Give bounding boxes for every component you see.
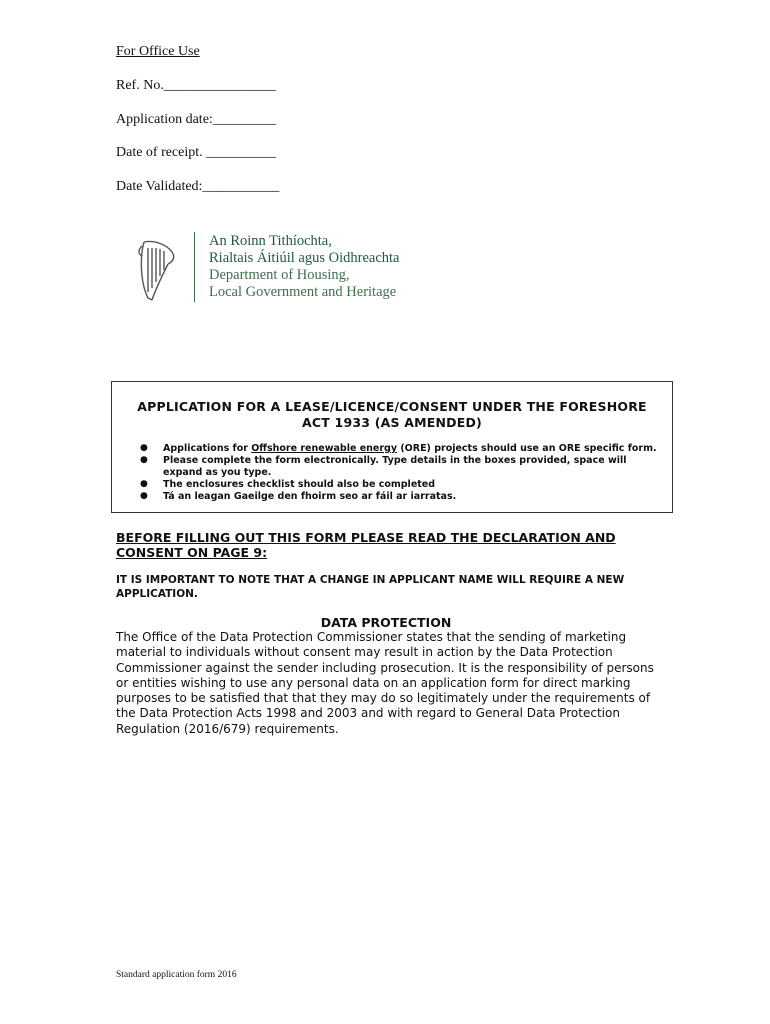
- bullet1-pre: Applications for: [163, 443, 252, 454]
- ref-no-field: Ref. No.________________: [116, 78, 276, 93]
- office-use-title: For Office Use: [116, 44, 200, 59]
- list-item: [138, 455, 662, 478]
- logo-divider: [194, 232, 195, 302]
- date-of-receipt-field: Date of receipt. __________: [116, 145, 277, 160]
- list-item: [138, 491, 662, 503]
- department-logo: [138, 230, 458, 310]
- application-title: APPLICATION FOR A LEASE/LICENCE/CONSENT UNDER THE FORESHORE ACT 1933 (AS AMENDED): [137, 399, 647, 430]
- harp-icon: [138, 236, 178, 304]
- ore-link[interactable]: Offshore renewable energy: [251, 443, 398, 454]
- applicant-name-notice: IT IS IMPORTANT TO NOTE THAT A CHANGE IN APPLICANT NAME WILL REQUIRE A NEW APPLICATION.: [116, 574, 625, 600]
- bullet2-text: Please complete the form electronically. Type details in the boxes provided, space will expand as you type.: [163, 455, 627, 478]
- application-info-box: [111, 381, 673, 513]
- list-item: [138, 479, 662, 491]
- bullet-icon: ●: [140, 455, 148, 465]
- bullet-icon: ●: [140, 478, 148, 489]
- department-name-english-2: Local Government and Heritage: [209, 284, 397, 300]
- department-name-irish-2: Rialtais Áitiúil agus Oidhreachta: [209, 250, 400, 266]
- department-name: [209, 233, 399, 301]
- department-name-irish-1: An Roinn Tithíochta,: [209, 233, 332, 249]
- application-date-field: Application date:_________: [116, 112, 276, 127]
- data-protection-text: The Office of the Data Protection Commissioner states that the sending of marketing material to individuals without consent may result in action by the Data Protection Commissioner against the sender including prosecution. It is the responsibility of persons or entities wishing to use any personal data on an application form for direct marking purposes to be satisfied that that they may do so legitimately under the requirements of the Data Protection Acts 1998 and 2003 and with regard to General Data Protection Regulation (2016/679) requirements.: [116, 630, 654, 736]
- bullet-icon: ●: [140, 443, 148, 453]
- bullet3-text: The enclosures checklist should also be completed: [163, 478, 436, 490]
- bullet4-text: Tá an leagan Gaeilge den fhoirm seo ar fáil ar iarratas.: [163, 490, 457, 502]
- department-name-english-1: Department of Housing,: [209, 267, 350, 283]
- bullet-icon: ●: [140, 490, 148, 501]
- bullet1-post: (ORE) projects should use an ORE specific form.: [397, 443, 657, 454]
- data-protection-heading: DATA PROTECTION: [320, 615, 452, 630]
- list-item: [138, 443, 662, 455]
- declaration-notice: BEFORE FILLING OUT THIS FORM PLEASE READ THE DECLARATION AND CONSENT ON PAGE 9:: [116, 530, 616, 560]
- instructions-list: [138, 443, 662, 503]
- page-footer: Standard application form 2016: [116, 970, 237, 980]
- date-validated-field: Date Validated:___________: [116, 179, 280, 194]
